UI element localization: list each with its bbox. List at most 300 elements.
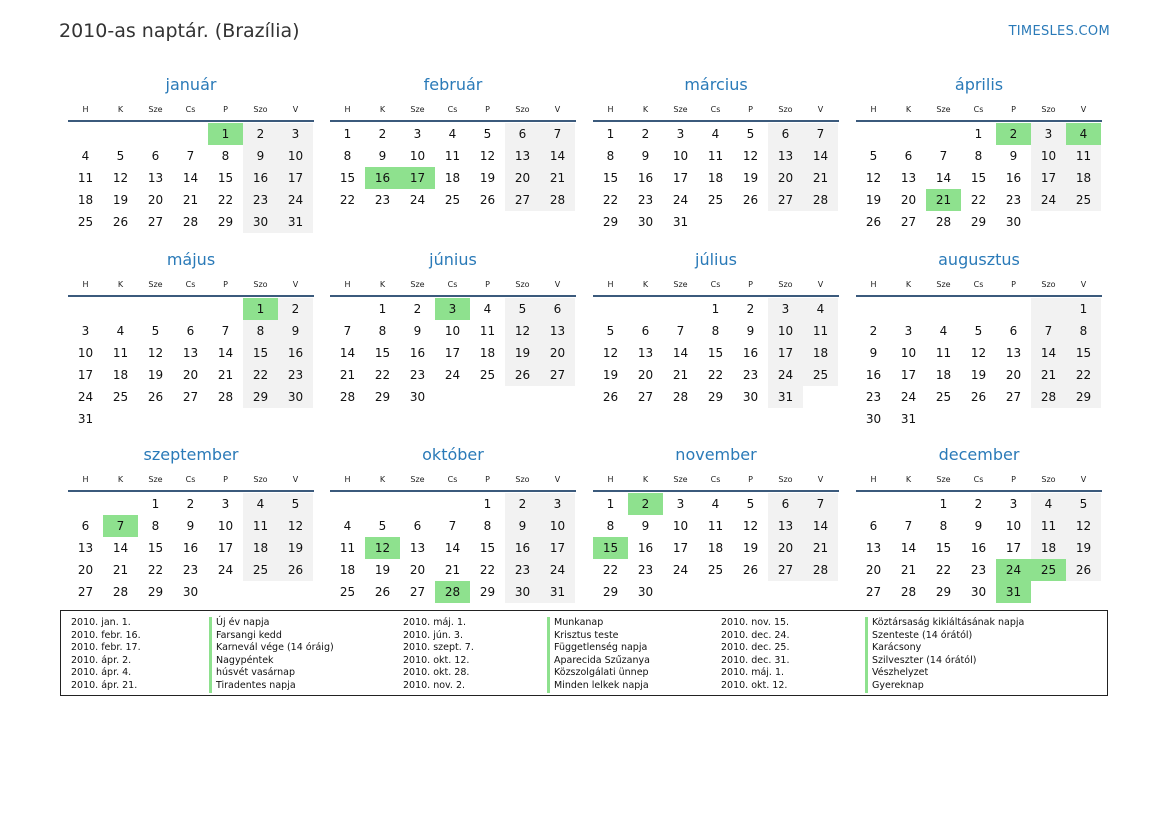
- day-cell[interactable]: 20: [900, 193, 917, 207]
- day-cell[interactable]: 6: [768, 493, 803, 515]
- day-cell[interactable]: 30: [970, 585, 987, 599]
- day-cell[interactable]: 6: [540, 298, 575, 320]
- day-cell[interactable]: 12: [365, 537, 400, 559]
- day-cell[interactable]: 2: [243, 123, 278, 145]
- day-cell[interactable]: 26: [374, 585, 391, 599]
- day-cell[interactable]: 28: [435, 581, 470, 603]
- day-cell[interactable]: 25: [77, 215, 94, 229]
- day-cell[interactable]: 15: [970, 171, 987, 185]
- day-cell[interactable]: 29: [374, 390, 391, 404]
- day-cell[interactable]: 15: [243, 342, 278, 364]
- day-cell[interactable]: 17: [444, 346, 461, 360]
- day-cell[interactable]: 1: [483, 497, 492, 511]
- day-cell[interactable]: 9: [641, 519, 650, 533]
- day-cell[interactable]: 10: [1005, 519, 1022, 533]
- day-cell[interactable]: 11: [479, 324, 496, 338]
- day-cell[interactable]: 3: [676, 127, 685, 141]
- day-cell[interactable]: 7: [540, 123, 575, 145]
- day-cell[interactable]: 10: [409, 149, 426, 163]
- day-cell[interactable]: 1: [606, 127, 615, 141]
- day-cell[interactable]: 1: [208, 123, 243, 145]
- day-cell[interactable]: 9: [278, 320, 313, 342]
- day-cell[interactable]: 20: [1005, 368, 1022, 382]
- day-cell[interactable]: 30: [278, 386, 313, 408]
- day-cell[interactable]: 26: [147, 390, 164, 404]
- day-cell[interactable]: 19: [112, 193, 129, 207]
- day-cell[interactable]: 11: [935, 346, 952, 360]
- day-cell[interactable]: 2: [628, 493, 663, 515]
- day-cell[interactable]: 26: [278, 559, 313, 581]
- day-cell[interactable]: 6: [151, 149, 160, 163]
- day-cell[interactable]: 25: [243, 559, 278, 581]
- day-cell[interactable]: 25: [1066, 189, 1101, 211]
- day-cell[interactable]: 14: [540, 145, 575, 167]
- day-cell[interactable]: 7: [803, 493, 838, 515]
- day-cell[interactable]: 19: [865, 193, 882, 207]
- day-cell[interactable]: 5: [505, 298, 540, 320]
- day-cell[interactable]: 2: [996, 123, 1031, 145]
- day-cell[interactable]: 17: [1031, 167, 1066, 189]
- day-cell[interactable]: 12: [865, 171, 882, 185]
- day-cell[interactable]: 17: [217, 541, 234, 555]
- day-cell[interactable]: 13: [77, 541, 94, 555]
- day-cell[interactable]: 6: [186, 324, 195, 338]
- day-cell[interactable]: 4: [711, 497, 720, 511]
- day-cell[interactable]: 10: [77, 346, 94, 360]
- day-cell[interactable]: 2: [974, 497, 983, 511]
- day-cell[interactable]: 1: [939, 497, 948, 511]
- site-link[interactable]: TIMESLES.COM: [1008, 24, 1110, 39]
- day-cell[interactable]: 2: [505, 493, 540, 515]
- day-cell[interactable]: 5: [116, 149, 125, 163]
- day-cell[interactable]: 24: [996, 559, 1031, 581]
- day-cell[interactable]: 12: [742, 519, 759, 533]
- day-cell[interactable]: 16: [1005, 171, 1022, 185]
- day-cell[interactable]: 11: [803, 320, 838, 342]
- day-cell[interactable]: 13: [540, 320, 575, 342]
- day-cell[interactable]: 3: [1009, 497, 1018, 511]
- day-cell[interactable]: 13: [1005, 346, 1022, 360]
- day-cell[interactable]: 12: [602, 346, 619, 360]
- day-cell[interactable]: 15: [479, 541, 496, 555]
- day-cell[interactable]: 30: [182, 585, 199, 599]
- day-cell[interactable]: 14: [803, 515, 838, 537]
- day-cell[interactable]: 20: [768, 167, 803, 189]
- day-cell[interactable]: 21: [803, 537, 838, 559]
- day-cell[interactable]: 5: [378, 519, 387, 533]
- day-cell[interactable]: 22: [602, 193, 619, 207]
- day-cell[interactable]: 11: [1066, 145, 1101, 167]
- day-cell[interactable]: 7: [1031, 320, 1066, 342]
- day-cell[interactable]: 11: [1031, 515, 1066, 537]
- day-cell[interactable]: 29: [970, 215, 987, 229]
- day-cell[interactable]: 26: [479, 193, 496, 207]
- day-cell[interactable]: 26: [742, 193, 759, 207]
- day-cell[interactable]: 4: [343, 519, 352, 533]
- day-cell[interactable]: 18: [479, 346, 496, 360]
- day-cell[interactable]: 4: [448, 127, 457, 141]
- day-cell[interactable]: 3: [221, 497, 230, 511]
- day-cell[interactable]: 7: [448, 519, 457, 533]
- day-cell[interactable]: 7: [343, 324, 352, 338]
- day-cell[interactable]: 8: [483, 519, 492, 533]
- day-cell[interactable]: 25: [1031, 559, 1066, 581]
- day-cell[interactable]: 15: [339, 171, 356, 185]
- day-cell[interactable]: 7: [103, 515, 138, 537]
- day-cell[interactable]: 17: [672, 541, 689, 555]
- day-cell[interactable]: 25: [444, 193, 461, 207]
- day-cell[interactable]: 1: [343, 127, 352, 141]
- day-cell[interactable]: 3: [435, 298, 470, 320]
- day-cell[interactable]: 8: [939, 519, 948, 533]
- day-cell[interactable]: 5: [606, 324, 615, 338]
- day-cell[interactable]: 20: [540, 342, 575, 364]
- day-cell[interactable]: 22: [147, 563, 164, 577]
- day-cell[interactable]: 23: [278, 364, 313, 386]
- day-cell[interactable]: 3: [676, 497, 685, 511]
- day-cell[interactable]: 9: [378, 149, 387, 163]
- day-cell[interactable]: 19: [742, 171, 759, 185]
- day-cell[interactable]: 26: [505, 364, 540, 386]
- day-cell[interactable]: 21: [444, 563, 461, 577]
- day-cell[interactable]: 30: [505, 581, 540, 603]
- day-cell[interactable]: 13: [637, 346, 654, 360]
- day-cell[interactable]: 1: [1066, 298, 1101, 320]
- day-cell[interactable]: 17: [1005, 541, 1022, 555]
- day-cell[interactable]: 17: [400, 167, 435, 189]
- day-cell[interactable]: 4: [711, 127, 720, 141]
- day-cell[interactable]: 6: [869, 519, 878, 533]
- day-cell[interactable]: 28: [182, 215, 199, 229]
- day-cell[interactable]: 22: [602, 563, 619, 577]
- day-cell[interactable]: 8: [343, 149, 352, 163]
- day-cell[interactable]: 9: [641, 149, 650, 163]
- day-cell[interactable]: 16: [865, 368, 882, 382]
- day-cell[interactable]: 21: [926, 189, 961, 211]
- day-cell[interactable]: 18: [77, 193, 94, 207]
- day-cell[interactable]: 24: [768, 364, 803, 386]
- day-cell[interactable]: 26: [865, 215, 882, 229]
- day-cell[interactable]: 8: [974, 149, 983, 163]
- day-cell[interactable]: 14: [182, 171, 199, 185]
- day-cell[interactable]: 18: [707, 541, 724, 555]
- day-cell[interactable]: 4: [483, 302, 492, 316]
- day-cell[interactable]: 23: [182, 563, 199, 577]
- day-cell[interactable]: 27: [768, 559, 803, 581]
- day-cell[interactable]: 3: [1031, 123, 1066, 145]
- day-cell[interactable]: 27: [147, 215, 164, 229]
- day-cell[interactable]: 12: [147, 346, 164, 360]
- day-cell[interactable]: 8: [151, 519, 160, 533]
- day-cell[interactable]: 19: [742, 541, 759, 555]
- day-cell[interactable]: 23: [374, 193, 391, 207]
- day-cell[interactable]: 9: [505, 515, 540, 537]
- day-cell[interactable]: 1: [378, 302, 387, 316]
- day-cell[interactable]: 28: [900, 585, 917, 599]
- day-cell[interactable]: 6: [81, 519, 90, 533]
- day-cell[interactable]: 19: [374, 563, 391, 577]
- day-cell[interactable]: 23: [970, 563, 987, 577]
- day-cell[interactable]: 24: [672, 193, 689, 207]
- day-cell[interactable]: 27: [865, 585, 882, 599]
- day-cell[interactable]: 10: [672, 519, 689, 533]
- day-cell[interactable]: 28: [540, 189, 575, 211]
- day-cell[interactable]: 9: [869, 346, 878, 360]
- day-cell[interactable]: 12: [970, 346, 987, 360]
- day-cell[interactable]: 13: [182, 346, 199, 360]
- day-cell[interactable]: 28: [672, 390, 689, 404]
- day-cell[interactable]: 14: [339, 346, 356, 360]
- day-cell[interactable]: 19: [505, 342, 540, 364]
- day-cell[interactable]: 11: [444, 149, 461, 163]
- day-cell[interactable]: 22: [339, 193, 356, 207]
- day-cell[interactable]: 17: [768, 342, 803, 364]
- day-cell[interactable]: 30: [865, 412, 882, 426]
- day-cell[interactable]: 12: [112, 171, 129, 185]
- day-cell[interactable]: 25: [707, 193, 724, 207]
- day-cell[interactable]: 20: [182, 368, 199, 382]
- day-cell[interactable]: 17: [540, 537, 575, 559]
- day-cell[interactable]: 12: [1066, 515, 1101, 537]
- day-cell[interactable]: 7: [676, 324, 685, 338]
- day-cell[interactable]: 13: [900, 171, 917, 185]
- day-cell[interactable]: 31: [768, 386, 803, 408]
- day-cell[interactable]: 16: [365, 167, 400, 189]
- day-cell[interactable]: 22: [217, 193, 234, 207]
- day-cell[interactable]: 16: [742, 346, 759, 360]
- day-cell[interactable]: 27: [1005, 390, 1022, 404]
- day-cell[interactable]: 3: [768, 298, 803, 320]
- day-cell[interactable]: 19: [970, 368, 987, 382]
- day-cell[interactable]: 12: [278, 515, 313, 537]
- day-cell[interactable]: 15: [374, 346, 391, 360]
- day-cell[interactable]: 22: [374, 368, 391, 382]
- day-cell[interactable]: 10: [1031, 145, 1066, 167]
- day-cell[interactable]: 2: [869, 324, 878, 338]
- day-cell[interactable]: 16: [182, 541, 199, 555]
- day-cell[interactable]: 4: [939, 324, 948, 338]
- day-cell[interactable]: 31: [900, 412, 917, 426]
- day-cell[interactable]: 17: [77, 368, 94, 382]
- day-cell[interactable]: 7: [904, 519, 913, 533]
- day-cell[interactable]: 16: [637, 171, 654, 185]
- day-cell[interactable]: 17: [672, 171, 689, 185]
- day-cell[interactable]: 25: [479, 368, 496, 382]
- day-cell[interactable]: 3: [278, 123, 313, 145]
- day-cell[interactable]: 29: [707, 390, 724, 404]
- day-cell[interactable]: 8: [711, 324, 720, 338]
- day-cell[interactable]: 28: [217, 390, 234, 404]
- day-cell[interactable]: 14: [217, 346, 234, 360]
- day-cell[interactable]: 4: [803, 298, 838, 320]
- day-cell[interactable]: 30: [742, 390, 759, 404]
- day-cell[interactable]: 15: [217, 171, 234, 185]
- day-cell[interactable]: 18: [112, 368, 129, 382]
- day-cell[interactable]: 16: [278, 342, 313, 364]
- day-cell[interactable]: 18: [707, 171, 724, 185]
- day-cell[interactable]: 22: [243, 364, 278, 386]
- day-cell[interactable]: 29: [217, 215, 234, 229]
- day-cell[interactable]: 20: [768, 537, 803, 559]
- day-cell[interactable]: 10: [768, 320, 803, 342]
- day-cell[interactable]: 11: [77, 171, 94, 185]
- day-cell[interactable]: 8: [243, 320, 278, 342]
- day-cell[interactable]: 26: [970, 390, 987, 404]
- day-cell[interactable]: 4: [1066, 123, 1101, 145]
- day-cell[interactable]: 31: [540, 581, 575, 603]
- day-cell[interactable]: 6: [413, 519, 422, 533]
- day-cell[interactable]: 28: [339, 390, 356, 404]
- day-cell[interactable]: 29: [935, 585, 952, 599]
- day-cell[interactable]: 19: [1066, 537, 1101, 559]
- day-cell[interactable]: 15: [707, 346, 724, 360]
- day-cell[interactable]: 29: [602, 585, 619, 599]
- day-cell[interactable]: 18: [935, 368, 952, 382]
- day-cell[interactable]: 9: [1009, 149, 1018, 163]
- day-cell[interactable]: 11: [707, 149, 724, 163]
- day-cell[interactable]: 23: [865, 390, 882, 404]
- day-cell[interactable]: 10: [672, 149, 689, 163]
- day-cell[interactable]: 27: [540, 364, 575, 386]
- day-cell[interactable]: 11: [112, 346, 129, 360]
- day-cell[interactable]: 15: [593, 537, 628, 559]
- day-cell[interactable]: 6: [768, 123, 803, 145]
- day-cell[interactable]: 25: [339, 585, 356, 599]
- day-cell[interactable]: 8: [221, 149, 230, 163]
- day-cell[interactable]: 27: [182, 390, 199, 404]
- day-cell[interactable]: 18: [803, 342, 838, 364]
- day-cell[interactable]: 8: [606, 149, 615, 163]
- day-cell[interactable]: 27: [768, 189, 803, 211]
- day-cell[interactable]: 27: [637, 390, 654, 404]
- day-cell[interactable]: 2: [413, 302, 422, 316]
- day-cell[interactable]: 30: [637, 585, 654, 599]
- day-cell[interactable]: 9: [974, 519, 983, 533]
- day-cell[interactable]: 25: [112, 390, 129, 404]
- day-cell[interactable]: 24: [217, 563, 234, 577]
- day-cell[interactable]: 5: [278, 493, 313, 515]
- day-cell[interactable]: 15: [147, 541, 164, 555]
- day-cell[interactable]: 12: [742, 149, 759, 163]
- day-cell[interactable]: 20: [505, 167, 540, 189]
- day-cell[interactable]: 10: [278, 145, 313, 167]
- day-cell[interactable]: 13: [865, 541, 882, 555]
- day-cell[interactable]: 26: [1066, 559, 1101, 581]
- day-cell[interactable]: 19: [479, 171, 496, 185]
- day-cell[interactable]: 3: [904, 324, 913, 338]
- day-cell[interactable]: 7: [803, 123, 838, 145]
- day-cell[interactable]: 20: [77, 563, 94, 577]
- day-cell[interactable]: 27: [409, 585, 426, 599]
- day-cell[interactable]: 21: [803, 167, 838, 189]
- day-cell[interactable]: 6: [505, 123, 540, 145]
- day-cell[interactable]: 28: [112, 585, 129, 599]
- day-cell[interactable]: 14: [444, 541, 461, 555]
- day-cell[interactable]: 24: [900, 390, 917, 404]
- day-cell[interactable]: 21: [182, 193, 199, 207]
- day-cell[interactable]: 13: [505, 145, 540, 167]
- day-cell[interactable]: 11: [339, 541, 356, 555]
- day-cell[interactable]: 22: [970, 193, 987, 207]
- day-cell[interactable]: 2: [746, 302, 755, 316]
- day-cell[interactable]: 24: [278, 189, 313, 211]
- day-cell[interactable]: 16: [970, 541, 987, 555]
- day-cell[interactable]: 3: [413, 127, 422, 141]
- day-cell[interactable]: 18: [243, 537, 278, 559]
- day-cell[interactable]: 19: [602, 368, 619, 382]
- day-cell[interactable]: 3: [81, 324, 90, 338]
- day-cell[interactable]: 22: [935, 563, 952, 577]
- day-cell[interactable]: 26: [112, 215, 129, 229]
- day-cell[interactable]: 13: [768, 515, 803, 537]
- day-cell[interactable]: 9: [186, 519, 195, 533]
- day-cell[interactable]: 5: [746, 497, 755, 511]
- day-cell[interactable]: 13: [147, 171, 164, 185]
- day-cell[interactable]: 15: [935, 541, 952, 555]
- day-cell[interactable]: 2: [641, 127, 650, 141]
- day-cell[interactable]: 19: [147, 368, 164, 382]
- day-cell[interactable]: 21: [217, 368, 234, 382]
- day-cell[interactable]: 25: [707, 563, 724, 577]
- day-cell[interactable]: 24: [672, 563, 689, 577]
- day-cell[interactable]: 4: [243, 493, 278, 515]
- day-cell[interactable]: 23: [637, 193, 654, 207]
- day-cell[interactable]: 14: [803, 145, 838, 167]
- day-cell[interactable]: 15: [1066, 342, 1101, 364]
- day-cell[interactable]: 18: [444, 171, 461, 185]
- day-cell[interactable]: 19: [278, 537, 313, 559]
- day-cell[interactable]: 20: [637, 368, 654, 382]
- day-cell[interactable]: 4: [1031, 493, 1066, 515]
- day-cell[interactable]: 26: [602, 390, 619, 404]
- day-cell[interactable]: 7: [186, 149, 195, 163]
- day-cell[interactable]: 17: [900, 368, 917, 382]
- day-cell[interactable]: 10: [217, 519, 234, 533]
- day-cell[interactable]: 20: [865, 563, 882, 577]
- day-cell[interactable]: 23: [1005, 193, 1022, 207]
- day-cell[interactable]: 5: [151, 324, 160, 338]
- day-cell[interactable]: 20: [409, 563, 426, 577]
- day-cell[interactable]: 21: [540, 167, 575, 189]
- day-cell[interactable]: 10: [444, 324, 461, 338]
- day-cell[interactable]: 16: [409, 346, 426, 360]
- day-cell[interactable]: 27: [77, 585, 94, 599]
- day-cell[interactable]: 12: [505, 320, 540, 342]
- day-cell[interactable]: 5: [1066, 493, 1101, 515]
- day-cell[interactable]: 21: [672, 368, 689, 382]
- day-cell[interactable]: 29: [1066, 386, 1101, 408]
- day-cell[interactable]: 14: [672, 346, 689, 360]
- day-cell[interactable]: 21: [339, 368, 356, 382]
- day-cell[interactable]: 13: [768, 145, 803, 167]
- day-cell[interactable]: 10: [540, 515, 575, 537]
- day-cell[interactable]: 25: [803, 364, 838, 386]
- day-cell[interactable]: 15: [602, 171, 619, 185]
- day-cell[interactable]: 4: [81, 149, 90, 163]
- day-cell[interactable]: 2: [278, 298, 313, 320]
- day-cell[interactable]: 5: [869, 149, 878, 163]
- day-cell[interactable]: 31: [278, 211, 313, 233]
- day-cell[interactable]: 18: [1031, 537, 1066, 559]
- day-cell[interactable]: 30: [243, 211, 278, 233]
- day-cell[interactable]: 27: [900, 215, 917, 229]
- day-cell[interactable]: 11: [243, 515, 278, 537]
- day-cell[interactable]: 27: [505, 189, 540, 211]
- day-cell[interactable]: 23: [742, 368, 759, 382]
- day-cell[interactable]: 23: [243, 189, 278, 211]
- day-cell[interactable]: 22: [1066, 364, 1101, 386]
- day-cell[interactable]: 22: [479, 563, 496, 577]
